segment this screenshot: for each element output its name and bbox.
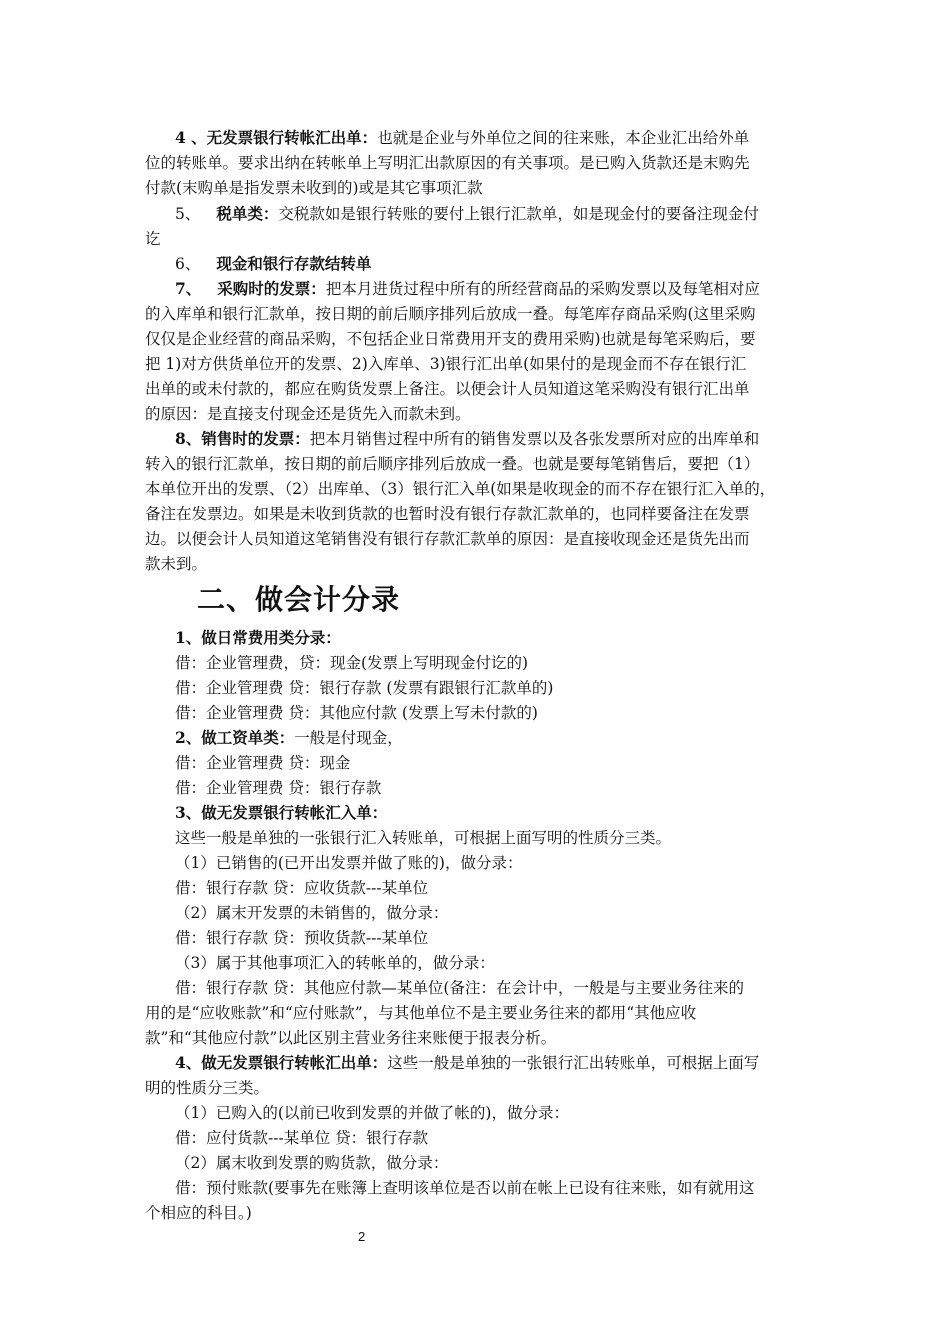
s2-entry1: 借：企业管理费 贷：现金 bbox=[175, 754, 351, 772]
s1-label: 1、做日常费用类分录： bbox=[175, 628, 341, 647]
s4-case2-entry-line2: 个相应的科目。) bbox=[145, 1204, 252, 1222]
item6-label: 现金和银行存款结转单 bbox=[216, 254, 372, 273]
s2-line: 2、做工资单类：一般是付现金， bbox=[175, 728, 403, 747]
item8-line2: 转入的银行汇款单，按日期的前后顺序排列后放成一叠。也就是要每笔销售后，要把（1） bbox=[145, 455, 760, 473]
s3-intro: 这些一般是单独的一张银行汇入转账单，可根据上面写明的性质分三类。 bbox=[175, 829, 672, 847]
item7-line5: 出单的或未付款的，都应在购货发票上备注。以便会计人员知道这笔采购没有银行汇出单 bbox=[145, 380, 750, 398]
item6-line: 6、 现金和银行存款结转单 bbox=[175, 254, 372, 273]
item8-line1: 8、销售时的发票：把本月销售过程中所有的销售发票以及各张发票所对应的出库单和 bbox=[175, 429, 760, 448]
item7-line2: 的入库单和银行汇款单，按日期的前后顺序排列后放成一叠。每笔库存商品采购(这里采购 bbox=[145, 305, 756, 323]
item5-label: 税单类： bbox=[216, 204, 279, 223]
item8-line4: 备注在发票边。如果是未收到货款的也暂时没有银行存款汇款单的，也同样要备注在发票 bbox=[145, 505, 750, 523]
item4-line3: 付款(末购单是指发票未收到的)或是其它事项汇款 bbox=[145, 179, 483, 197]
item7-label: 采购时的发票： bbox=[217, 279, 326, 298]
item7-line4: 把 1)对方供货单位开的发票、2)入库单、3)银行汇出单(如果付的是现金而不存在银行汇 bbox=[145, 355, 747, 373]
item8-line5: 边。以便会计人员知道这笔销售没有银行存款汇款单的原因：是直接收现金还是货先出而 bbox=[145, 530, 750, 548]
item4-line1: 4 、无发票银行转帐汇出单：也就是企业与外单位之间的往来账，本企业汇出给外单 bbox=[175, 128, 750, 147]
s1-entry3: 借：企业管理费 贷：其他应付款 (发票上写未付款的) bbox=[175, 704, 538, 722]
s2-label: 2、做工资单类： bbox=[175, 728, 295, 747]
item4-line2: 位的转账单。要求出纳在转帐单上写明汇出款原因的有关事项。是已购入货款还是末购先 bbox=[145, 154, 750, 172]
s3-label: 3、做无发票银行转帐汇入单： bbox=[175, 803, 388, 822]
s4-line2: 明的性质分三类。 bbox=[145, 1079, 270, 1097]
item7-line6: 的原因：是直接支付现金还是货先入而款未到。 bbox=[145, 405, 471, 423]
s3-case1: （1）已销售的(已开出发票并做了账的)，做分录： bbox=[175, 854, 523, 872]
item5-line1: 5、 税单类：交税款如是银行转账的要付上银行汇款单，如是现金付的要备注现金付 bbox=[175, 204, 759, 223]
s1-entry2: 借：企业管理费 贷：银行存款 (发票有跟银行汇款单的) bbox=[175, 679, 554, 697]
s4-case1-entry: 借：应付货款---某单位 贷：银行存款 bbox=[175, 1129, 429, 1147]
s1-entry1: 借：企业管理费，贷：现金(发票上写明现金付讫的) bbox=[175, 654, 529, 672]
s4-case2: （2）属末收到发票的购货款，做分录： bbox=[175, 1154, 449, 1172]
section-heading: 二、做会计分录 bbox=[197, 583, 401, 616]
s4-line1: 4、做无发票银行转帐汇出单：这些一般是单独的一张银行汇出转账单，可根据上面写 bbox=[175, 1053, 760, 1072]
s3-case3-entry-line2: 用的是“应收账款”和“应付账款”，与其他单位不是主要业务往来的都用“其他应收 bbox=[145, 1004, 697, 1022]
item5-line2: 讫 bbox=[145, 230, 161, 248]
s3-case3-entry-line3: 款”和“其他应付款”以此区别主营业务往来账便于报表分析。 bbox=[145, 1029, 557, 1047]
s3-case2: （2）属末开发票的未销售的，做分录： bbox=[175, 904, 449, 922]
item7-line1: 7、 采购时的发票：把本月进货过程中所有的所经营商品的采购发票以及每笔相对应 bbox=[175, 279, 760, 298]
s3-case3-entry-line1: 借：银行存款 贷：其他应付款—某单位(备注：在会计中，一般是与主要业务往来的 bbox=[175, 979, 744, 997]
item8-line3: 本单位开出的发票、（2）出库单、（3）银行汇入单(如果是收现金的而不存在银行汇入单的， bbox=[145, 480, 776, 498]
s2-entry2: 借：企业管理费 贷：银行存款 bbox=[175, 779, 382, 797]
s4-label: 4、做无发票银行转帐汇出单： bbox=[175, 1053, 388, 1072]
item7-line3: 仅仅是企业经营的商品采购，不包括企业日常费用开支的费用采购)也就是每笔采购后，要 bbox=[145, 330, 756, 348]
page-number: 2 bbox=[358, 1229, 366, 1244]
s3-case2-entry: 借：银行存款 贷：预收货款---某单位 bbox=[175, 929, 429, 947]
s3-case1-entry: 借：银行存款 贷：应收货款---某单位 bbox=[175, 879, 429, 897]
item4-label: 4 、无发票银行转帐汇出单： bbox=[175, 128, 378, 147]
item8-line6: 款未到。 bbox=[145, 555, 208, 573]
s4-case2-entry-line1: 借：预付账款(要事先在账簿上查明该单位是否以前在帐上已设有往来账，如有就用这 bbox=[175, 1179, 755, 1197]
item8-label: 8、销售时的发票： bbox=[175, 429, 310, 448]
s3-case3: （3）属于其他事项汇入的转帐单的，做分录： bbox=[175, 954, 495, 972]
s4-case1: （1）已购入的(以前已收到发票的并做了帐的)，做分录： bbox=[175, 1104, 569, 1122]
